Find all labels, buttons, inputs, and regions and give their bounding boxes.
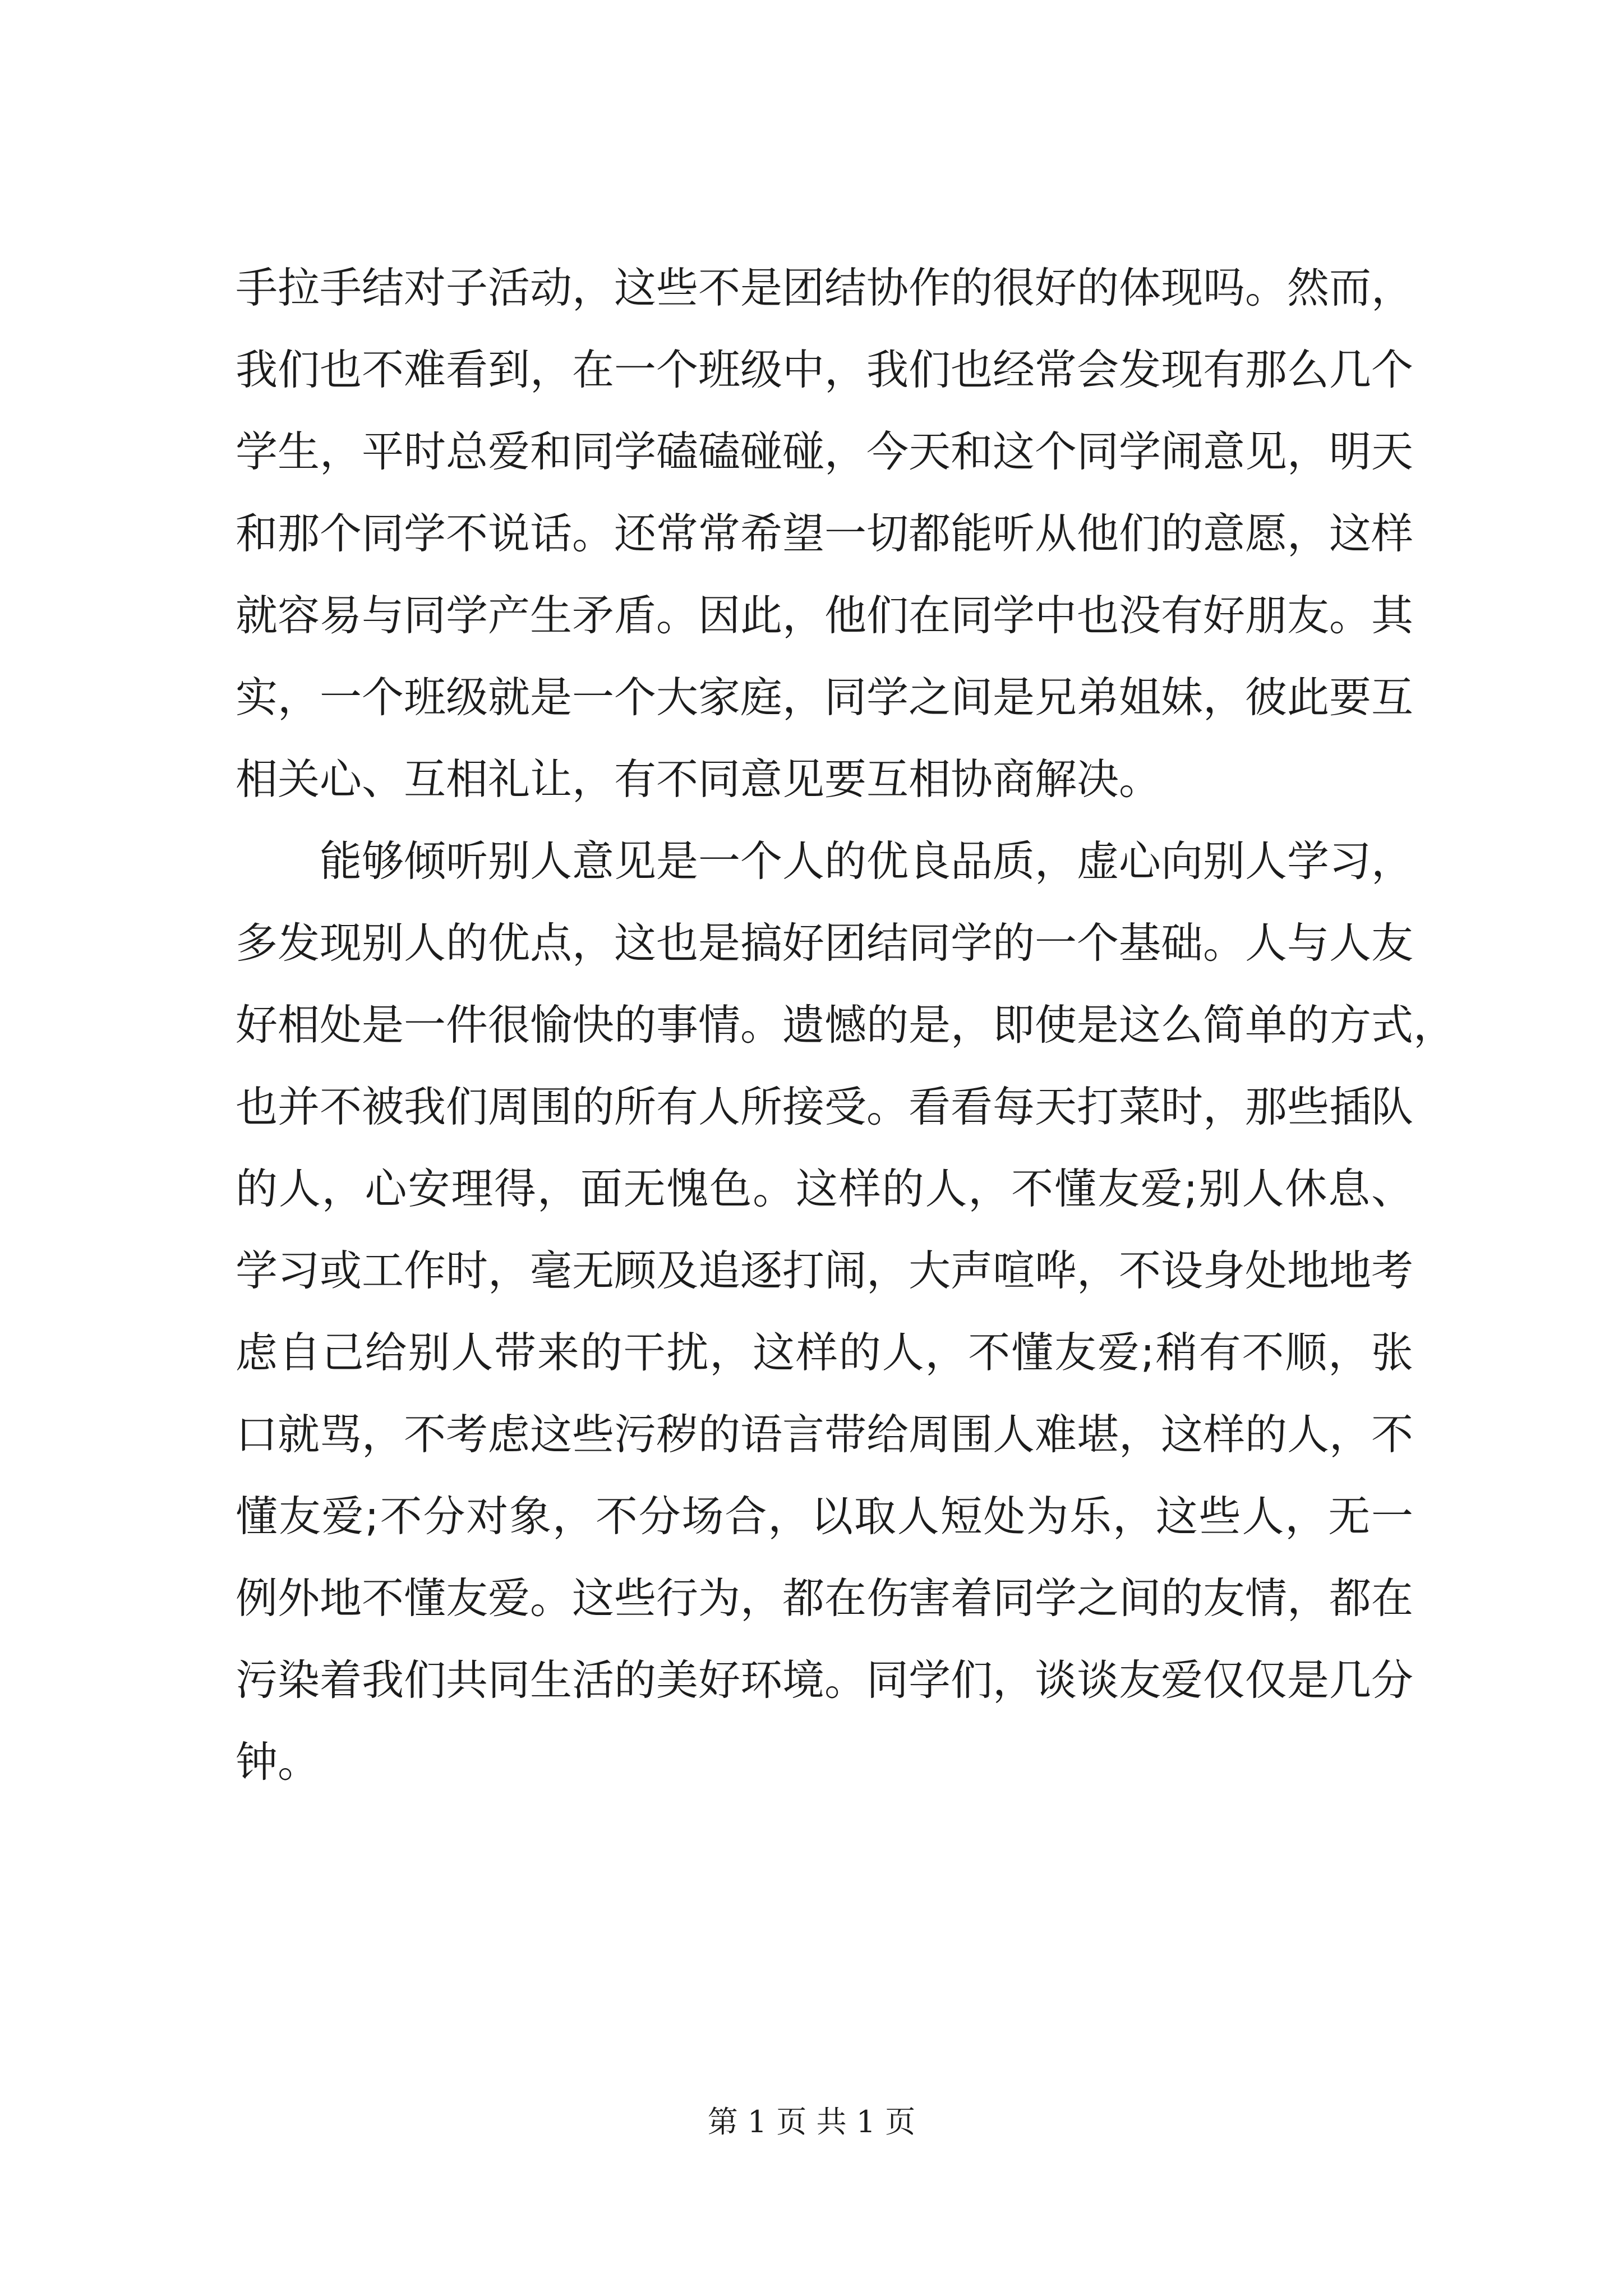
paragraph-2: [236, 820, 1456, 1803]
text-line: 学习或工作时，毫无顾及追逐打闹，大声喧哗，不设身处地地考: [236, 1246, 1414, 1295]
text-line: 学生，平时总爱和同学磕磕碰碰，今天和这个同学闹意见，明天: [236, 427, 1414, 476]
text-line: 和那个同学不说话。还常常希望一切都能听从他们的意愿，这样: [236, 509, 1414, 558]
text-line: 污染着我们共同生活的美好环境。同学们，谈谈友爱仅仅是几分: [236, 1655, 1414, 1705]
document-body: [236, 247, 1456, 1803]
text-line: 懂友爱;不分对象，不分场合，以取人短处为乐，这些人，无一: [236, 1492, 1413, 1541]
text-line: 手拉手结对子活动，这些不是团结协作的很好的体现吗。然而，: [236, 263, 1414, 312]
text-line: 例外地不懂友爱。这些行为，都在伤害着同学之间的友情，都在: [236, 1573, 1414, 1623]
text-line: 我们也不难看到，在一个班级中，我们也经常会发现有那么几个: [236, 345, 1414, 394]
text-line: 虑自己给别人带来的干扰，这样的人，不懂友爱;稍有不顺，张: [236, 1328, 1413, 1377]
text-line: 实，一个班级就是一个大家庭，同学之间是兄弟姐妹，彼此要互: [236, 673, 1414, 722]
text-line: 的人，心安理得，面无愧色。这样的人，不懂友爱;别人休息、: [236, 1164, 1413, 1213]
text-line: 相关心、互相礼让，有不同意见要互相协商解决。: [236, 754, 1161, 804]
text-line: 好相处是一件很愉快的事情。遗憾的是，即使是这么简单的方式，: [236, 1000, 1456, 1050]
text-line: 钟。: [236, 1737, 320, 1787]
text-line: 口就骂，不考虑这些污秽的语言带给周围人难堪，这样的人，不: [236, 1410, 1414, 1459]
text-line: 也并不被我们周围的所有人所接受。看看每天打菜时，那些插队: [236, 1082, 1414, 1131]
text-line: 能够倾听别人意见是一个人的优良品质，虚心向别人学习，: [320, 836, 1414, 886]
page-footer: 第 1 页 共 1 页: [707, 2104, 916, 2139]
text-line: 就容易与同学产生矛盾。因此，他们在同学中也没有好朋友。其: [236, 591, 1414, 640]
paragraph-1: [236, 247, 1413, 820]
text-line: 多发现别人的优点，这也是搞好团结同学的一个基础。人与人友: [236, 918, 1414, 968]
